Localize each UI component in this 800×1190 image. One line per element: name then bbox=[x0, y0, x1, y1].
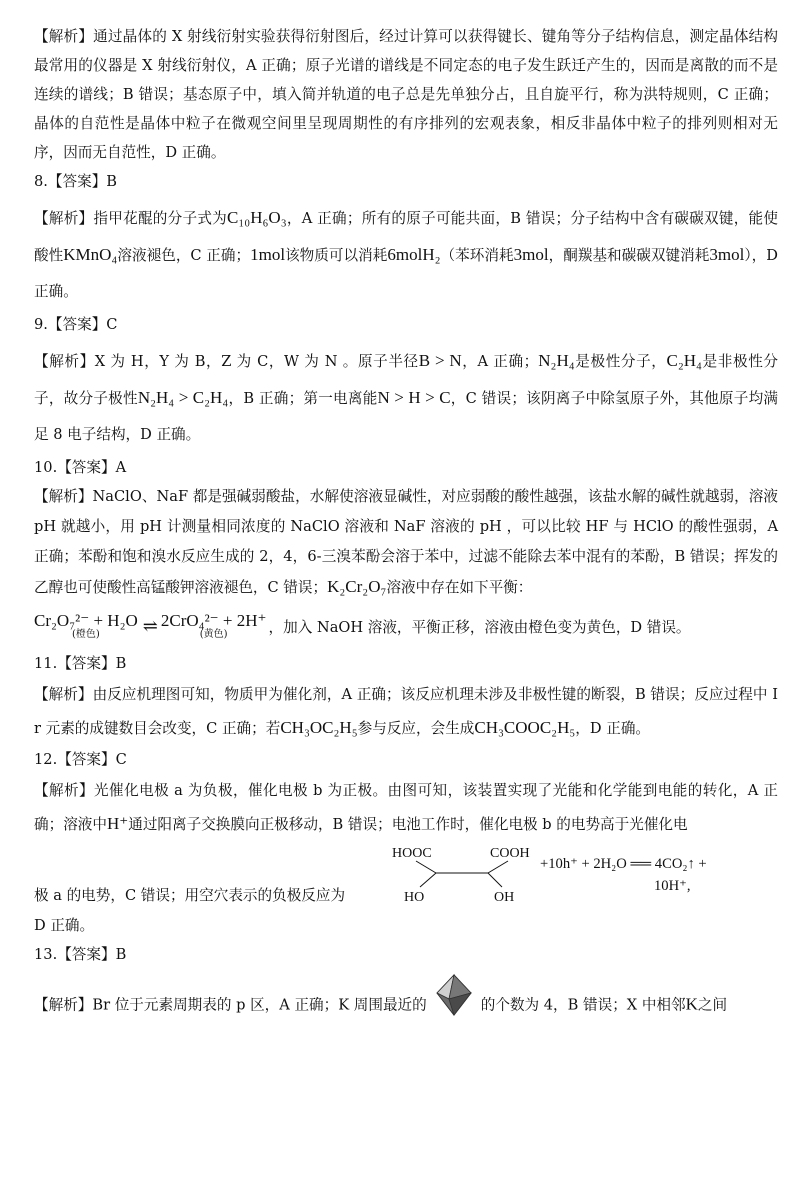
q10-eq-left bbox=[34, 611, 138, 641]
q12-hplus: H⁺ bbox=[106, 814, 129, 833]
q9-text-f: ，C 错误；该阴离子中除氢原子外，其他原子均满足 8 电子结构，D 正确。 bbox=[34, 390, 778, 443]
q13-analysis bbox=[34, 973, 778, 1038]
q12-analysis bbox=[34, 774, 778, 841]
q13-text-c: 之间 bbox=[697, 996, 728, 1014]
q10-eq-right-formula: 2CrO₄²⁻ + 2H⁺ bbox=[160, 611, 267, 630]
q9-analysis bbox=[34, 343, 778, 453]
q9-text-d: 是非极性分子，故分子极性 bbox=[34, 353, 778, 407]
q9-text-b: ，A 正确； bbox=[461, 353, 539, 370]
q10-text-b: 溶液中存在如下平衡： bbox=[386, 579, 533, 596]
q10-eq-left-label: (橙色) bbox=[71, 629, 100, 640]
q10-k2cr2o7: K₂Cr₂O₇ bbox=[327, 577, 387, 596]
q9-text-e: ，B 正确；第一电离能 bbox=[228, 390, 378, 407]
q8-1mol: 1mol bbox=[250, 245, 286, 264]
q11-text-a: 【解析】由反应机理图可知，物质甲为催化剂，A 正确；该反应机理未涉及非极性键的断裂，B 错误；反应过程中 Ir 元素的成键数目会改变，C 正确；若 bbox=[34, 686, 778, 737]
q8-6molh2: 6molH₂ bbox=[387, 245, 441, 264]
struct-top-left: HOOC bbox=[392, 846, 432, 861]
q13-text-b: 的个数为 4，B 错误；X 中相邻 bbox=[480, 996, 686, 1014]
q12-equation-tail2: 10H⁺, bbox=[654, 878, 691, 894]
q9-c2h4: C₂H₄ bbox=[666, 351, 702, 370]
q10-eq-left-formula: Cr₂O₇²⁻ + H₂O bbox=[34, 611, 138, 630]
q8-answer: 8.【答案】B bbox=[34, 173, 118, 190]
q9-polarity: N₂H₄ > C₂H₄ bbox=[137, 388, 229, 407]
q9-radius: B > N bbox=[418, 351, 462, 370]
struct-bot-right: OH bbox=[494, 890, 515, 905]
struct-bot-left: HO bbox=[404, 890, 425, 905]
q8-text-g: ），D 正确。 bbox=[34, 247, 778, 300]
q9-text-c: 是极性分子， bbox=[574, 353, 667, 370]
q9-n2h4: N₂H₄ bbox=[538, 351, 575, 370]
q8-analysis bbox=[34, 200, 778, 310]
q13-text-a: 【解析】Br 位于元素周期表的 p 区，A 正确；K 周围最近的 bbox=[34, 996, 427, 1014]
tartaric-acid-structure bbox=[390, 841, 540, 907]
q9-text-a: 【解析】X 为 H，Y 为 B，Z 为 C，W 为 N 。原子半径 bbox=[34, 353, 419, 370]
q12-text-b: 通过阳离子交换膜向正极移动，B 错误；电池工作时，催化电极 b 的电势高于光催化电 bbox=[128, 816, 688, 833]
q8-text-b: ，A 正确；所有的原子可能共面，B 错误；分子结构中含有碳碳双键，能使酸性 bbox=[34, 210, 778, 264]
answer-page bbox=[34, 22, 778, 1038]
q8-text-c: 溶液褪色，C 正确； bbox=[117, 247, 251, 264]
q13-answer: 13.【答案】B bbox=[34, 946, 127, 963]
q12-text-c: 极 a 的电势，C 错误；用空穴表示的负极反应为 bbox=[34, 887, 346, 904]
q8-3mol-a: 3mol bbox=[513, 245, 549, 264]
q12-text-d: D 正确。 bbox=[34, 917, 95, 934]
q10-analysis bbox=[34, 482, 778, 603]
q9-answer: 9.【答案】C bbox=[34, 316, 118, 333]
q12-equation-tail: +10h⁺ + 2H₂O ══ 4CO₂↑ + bbox=[540, 856, 707, 872]
q12-text-a: 【解析】光催化电极 a 为负极，催化电极 b 为正极。由图可知，该装置实现了光能和化学能到电能的转化，A 正确；溶液中 bbox=[34, 782, 778, 833]
q11-text-c: ，D 正确。 bbox=[575, 720, 651, 737]
q12-answer: 12.【答案】C bbox=[34, 751, 127, 768]
q10-answer: 10.【答案】A bbox=[34, 459, 127, 476]
q8-kmno4: KMnO₄ bbox=[63, 245, 118, 264]
q10-equilibrium bbox=[34, 603, 778, 649]
q8-text-d: 该物质可以消耗 bbox=[285, 247, 388, 264]
q11-product: CH₃COOC₂H₅ bbox=[474, 718, 576, 737]
equilibrium-arrow-icon: ⇌ bbox=[142, 615, 158, 637]
q13-k: K bbox=[685, 994, 698, 1014]
q11-text-b: 参与反应，会生成 bbox=[357, 720, 475, 737]
q7-analysis: 【解析】通过晶体的 X 射线衍射实验获得衍射图后，经过计算可以获得键长、键角等分子结构信息，测定晶体结构最常用的仪器是 X 射线衍射仪，A 正确；原子光谱的谱线是不同定态的电子发生跃迁产生的，因而是离散的而不是连续的谱线；B 错误；基态原子中，填入简并轨道的电子总是先单独分占，且自旋平行，称为洪特规则，C 正确；晶体的自范性是晶体中粒子在微观空间里呈现周期性的有序排列的宏观表象，相反非晶体中粒子的排列则相对无序，因而无自范性，D 正确。 bbox=[34, 28, 778, 161]
q8-3mol-b: 3mol bbox=[709, 245, 745, 264]
q10-text-a: 【解析】NaClO、NaF 都是强碱弱酸盐，水解使溶液显碱性，对应弱酸的酸性越强，该盐水解的碱性就越弱，溶液 pH 就越小，用 pH 计测量相同浓度的 NaClO 溶液和 NaF 溶液的 pH ，可以比较 HF 与 HClO 的酸性强弱，A 正确；苯酚和饱和溴水反应生成的 2，4，6-三溴苯酚会溶于苯中，过滤不能除去苯中混有的苯酚，B 错误；挥发的乙醇也可使酸性高锰酸钾溶液褪色，C 错误； bbox=[34, 488, 778, 596]
q10-eq-right bbox=[161, 611, 267, 641]
q11-answer: 11.【答案】B bbox=[34, 655, 127, 672]
q8-formula: C₁₀H₆O₃ bbox=[227, 208, 287, 227]
q10-eq-right-label: (黄色) bbox=[199, 629, 228, 640]
q11-analysis bbox=[34, 678, 778, 745]
q12-structure-row bbox=[34, 841, 778, 911]
octahedron-icon bbox=[433, 973, 475, 1038]
struct-top-right: COOH bbox=[490, 846, 530, 861]
q10-text-c: ，加入 NaOH 溶液，平衡正移，溶液由橙色变为黄色，D 错误。 bbox=[268, 618, 691, 636]
q9-ie: N > H > C bbox=[377, 388, 451, 407]
q8-text-a: 【解析】指甲花醌的分子式为 bbox=[34, 210, 228, 227]
q11-reactant: CH₃OC₂H₅ bbox=[280, 718, 358, 737]
q8-text-e: （苯环消耗 bbox=[440, 247, 514, 264]
q8-text-f: ，酮羰基和碳碳双键消耗 bbox=[548, 247, 710, 264]
